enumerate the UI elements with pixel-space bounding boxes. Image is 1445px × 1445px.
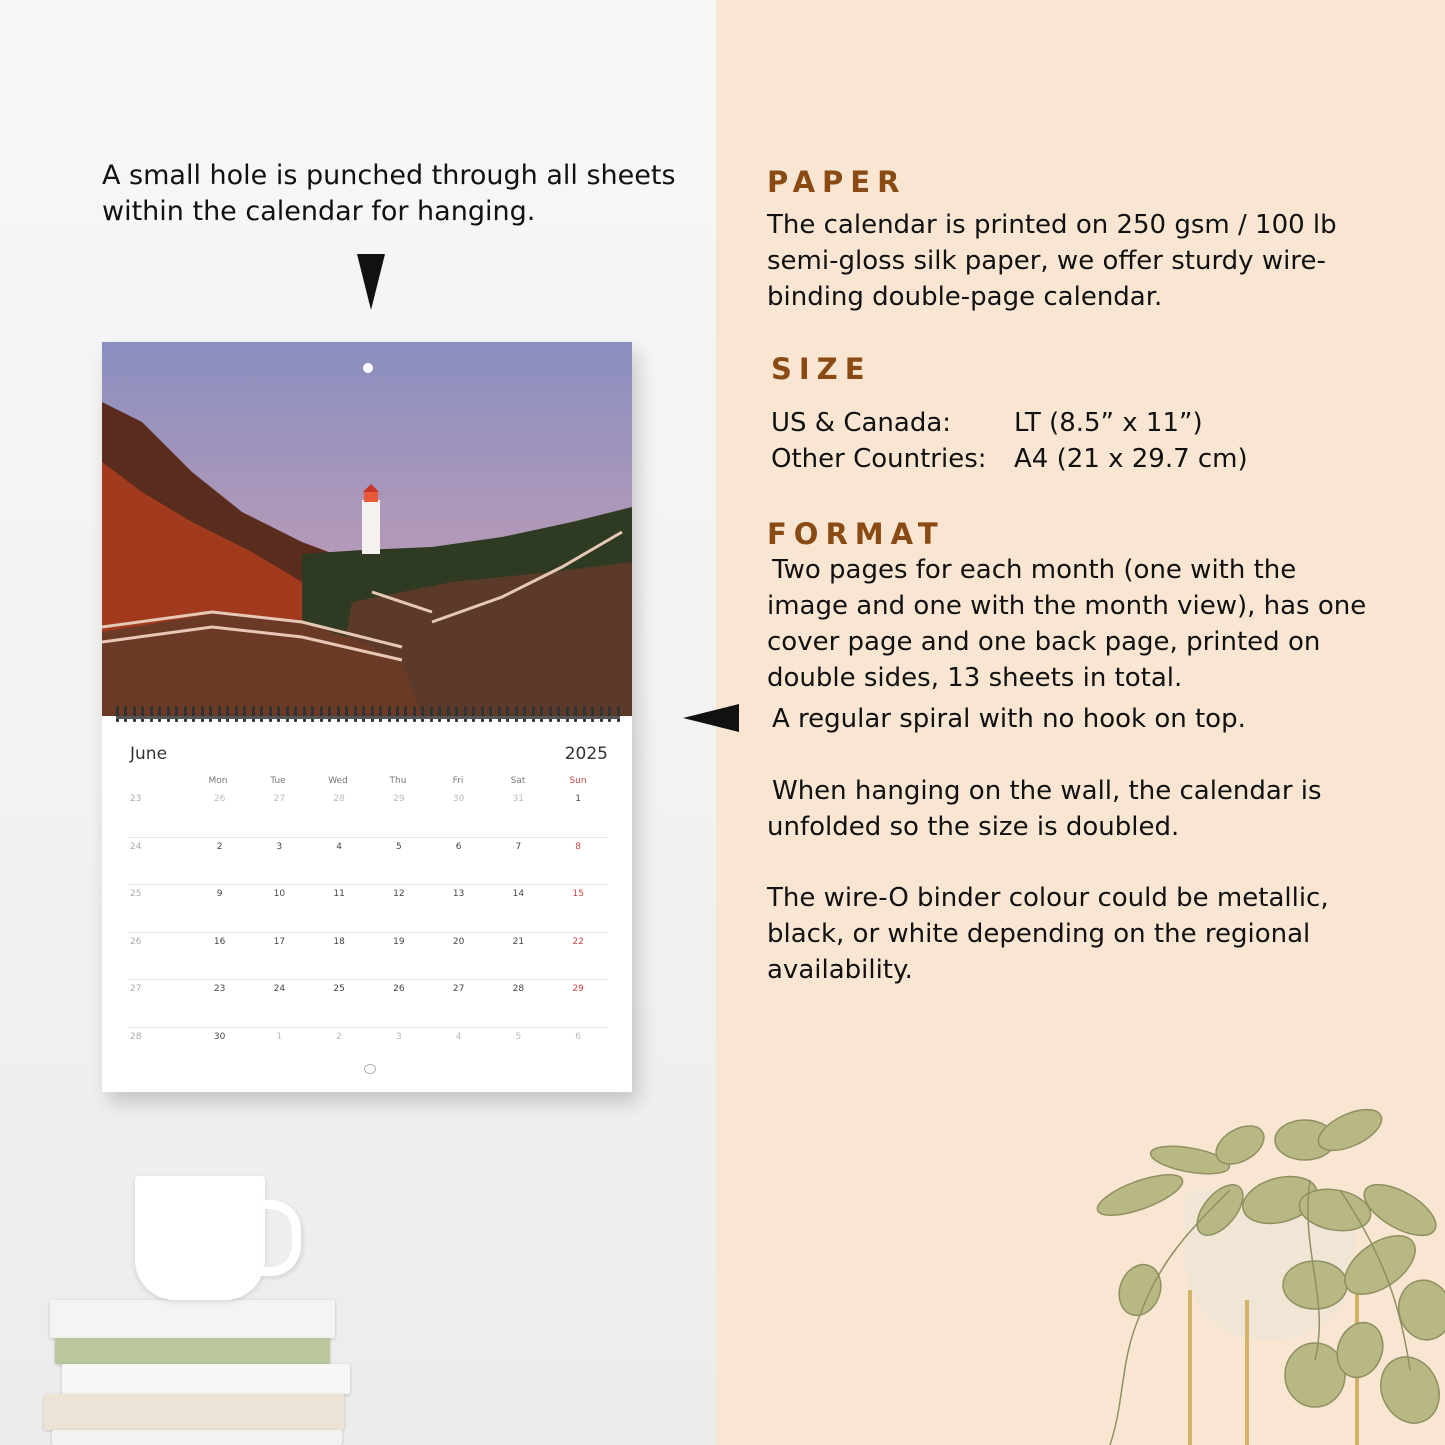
day-cell: 31	[512, 794, 525, 804]
day-cell: 4	[336, 841, 342, 852]
day-cell: 2	[336, 1031, 342, 1042]
book	[50, 1300, 335, 1338]
book	[44, 1394, 344, 1430]
day-cell: 13	[452, 889, 465, 900]
day-cell: 11	[333, 889, 345, 900]
day-cell: 18	[333, 936, 345, 947]
day-cell: 27	[273, 794, 286, 804]
weekday-label: Sun	[569, 776, 587, 786]
hanging-hole	[363, 363, 373, 373]
day-cell: 7	[515, 841, 522, 852]
arrow-down-icon	[357, 254, 385, 310]
day-cell: 6	[575, 1031, 581, 1042]
book	[52, 1430, 342, 1445]
wall-calendar	[102, 342, 632, 1092]
weekday-label: Sat	[510, 776, 526, 786]
weekday-header	[128, 776, 608, 786]
size-value-other: A4 (21 x 29.7 cm)	[1014, 444, 1248, 474]
day-cell: 26	[393, 984, 405, 995]
day-cell: 26	[213, 794, 226, 804]
day-cell: 9	[216, 889, 223, 900]
day-cell: 5	[396, 841, 402, 852]
paper-heading: PAPER	[767, 165, 907, 199]
week-row	[128, 885, 608, 933]
paper-text: The calendar is printed on 250 gsm / 100 lb semi-gloss silk paper, we offer sturdy wire-binding double-page calendar.	[767, 210, 1337, 312]
weeks-grid	[128, 790, 608, 1075]
spiral-binding	[116, 706, 620, 724]
day-cell: 4	[455, 1031, 462, 1042]
day-cell: 8	[575, 841, 581, 852]
day-cell: 30	[452, 794, 465, 804]
format-text-binder: The wire-O binder colour could be metallic, black, or white depending on the regional availability.	[767, 883, 1329, 985]
day-cell: 22	[572, 936, 584, 947]
week-row	[128, 980, 608, 1028]
week-number: 26	[130, 936, 142, 947]
day-cell: 29	[393, 794, 405, 804]
day-cell: 21	[512, 936, 525, 947]
day-cell: 1	[575, 794, 581, 804]
day-cell: 2	[216, 841, 223, 852]
month-year: 2025	[564, 744, 608, 764]
page-logo-mark	[364, 1064, 376, 1074]
weekday-label: Mon	[208, 776, 228, 786]
book	[55, 1338, 330, 1364]
size-label-us: US & Canada:	[771, 408, 952, 438]
day-cell: 19	[393, 936, 405, 947]
day-cell: 5	[515, 1031, 522, 1042]
lighthouse-photo	[102, 342, 632, 716]
book	[62, 1364, 350, 1394]
day-cell: 25	[333, 984, 345, 995]
weekday-label: Tue	[270, 776, 286, 786]
weekday-label: Wed	[328, 776, 348, 786]
plant-leaves	[1080, 1100, 1445, 1445]
week-number: 27	[130, 984, 142, 995]
week-number: 28	[130, 1031, 142, 1042]
format-text-unfold: When hanging on the wall, the calendar is unfolded so the size is doubled.	[767, 776, 1322, 842]
day-cell: 23	[213, 984, 226, 995]
format-heading: FORMAT	[767, 517, 945, 551]
day-cell: 10	[273, 889, 286, 900]
week-number: 24	[130, 841, 142, 852]
size-heading: SIZE	[771, 352, 872, 386]
week-number: 25	[130, 889, 142, 900]
spiral-wire	[116, 716, 620, 719]
format-text-pages: Two pages for each month (one with the image and one with the month view), has one cover page and one back page, printed on double sides, 13 sheets in total.	[767, 555, 1367, 693]
day-cell: 24	[273, 984, 286, 995]
size-label-other: Other Countries:	[771, 444, 987, 474]
weekday-spacer	[128, 776, 188, 786]
day-cell: 12	[393, 889, 405, 900]
day-cell: 3	[396, 1031, 402, 1042]
day-cell: 15	[572, 889, 584, 900]
month-name: June	[130, 744, 168, 764]
arrow-left-icon	[683, 704, 739, 732]
day-cell: 17	[273, 936, 286, 947]
day-cell: 29	[572, 984, 584, 995]
day-cell: 1	[276, 1031, 283, 1042]
day-cell: 28	[512, 984, 525, 995]
weekday-label: Fri	[452, 776, 464, 786]
day-cell: 6	[455, 841, 462, 852]
format-text-spiral: A regular spiral with no hook on top.	[772, 704, 1246, 734]
hanging-hole-note: A small hole is punched through all sheets within the calendar for hanging.	[102, 160, 676, 227]
week-number: 23	[130, 794, 142, 804]
day-cell: 3	[276, 841, 283, 852]
day-cell: 16	[213, 936, 226, 947]
day-cell: 30	[213, 1031, 226, 1042]
week-row	[128, 838, 608, 886]
day-cell: 27	[452, 984, 465, 995]
day-cell: 28	[333, 794, 345, 804]
week-row	[128, 933, 608, 981]
week-row	[128, 790, 608, 838]
month-grid-page	[102, 724, 632, 1092]
coffee-cup	[135, 1176, 265, 1300]
day-cell: 14	[512, 889, 525, 900]
day-cell: 20	[452, 936, 465, 947]
weekday-label: Thu	[389, 776, 407, 786]
size-value-us: LT (8.5” x 11”)	[1014, 408, 1203, 438]
